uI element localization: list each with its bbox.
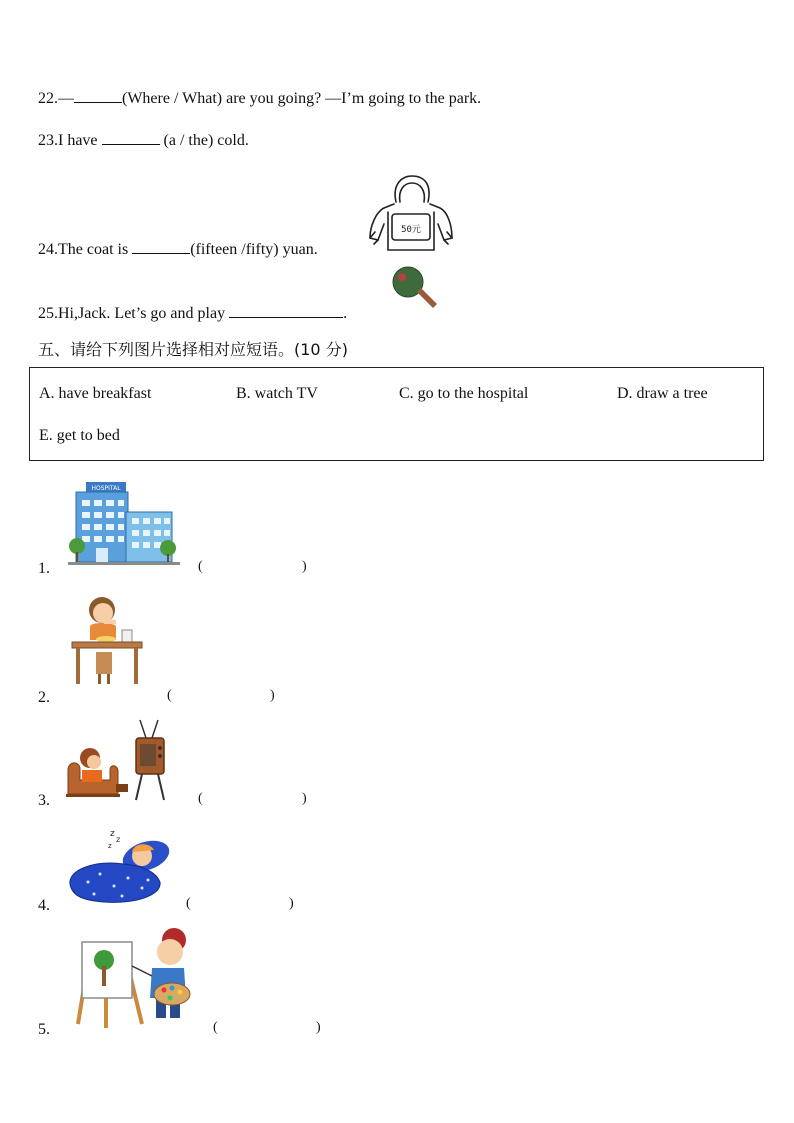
coat-icon bbox=[366, 172, 456, 254]
option-a: A. have breakfast bbox=[39, 385, 152, 402]
answer-blank[interactable] bbox=[74, 88, 122, 103]
question-prefix: Hi,Jack. Let’s go and play bbox=[58, 305, 226, 322]
answer-blank[interactable] bbox=[102, 130, 160, 145]
question-suffix: (Where / What) are you going? —I’m going to the park. bbox=[122, 90, 482, 107]
question-24 bbox=[38, 239, 318, 259]
item-number: 5. bbox=[38, 1021, 50, 1038]
question-22 bbox=[38, 88, 481, 108]
price-tag-text: 50元 bbox=[401, 225, 421, 235]
question-prefix: — bbox=[58, 90, 74, 107]
sleeping-icon bbox=[64, 826, 174, 906]
answer-blank[interactable] bbox=[229, 303, 343, 318]
answer-blank[interactable] bbox=[132, 239, 190, 254]
question-prefix: I have bbox=[58, 132, 98, 149]
answer-bracket-open[interactable]: ( bbox=[213, 1020, 218, 1035]
option-e: E. get to bed bbox=[39, 427, 120, 444]
option-d: D. draw a tree bbox=[617, 385, 708, 402]
question-suffix: . bbox=[343, 305, 348, 322]
item-number: 3. bbox=[38, 792, 50, 809]
options-box bbox=[29, 367, 764, 461]
question-prefix: The coat is bbox=[58, 241, 129, 258]
answer-bracket-close[interactable]: ) bbox=[289, 896, 294, 911]
hospital-sign-text: HOSPITAL bbox=[91, 485, 121, 492]
breakfast-icon bbox=[70, 594, 146, 688]
answer-bracket-open[interactable]: ( bbox=[186, 896, 191, 911]
painting-icon bbox=[76, 924, 196, 1032]
answer-bracket-open[interactable]: ( bbox=[167, 688, 172, 703]
svg-text:z: z bbox=[110, 829, 115, 839]
question-suffix: (fifteen /fifty) yuan. bbox=[190, 241, 318, 258]
question-suffix: (a / the) cold. bbox=[163, 132, 249, 149]
item-number: 4. bbox=[38, 897, 50, 914]
question-number: 24. bbox=[38, 241, 58, 258]
hospital-icon bbox=[68, 478, 180, 568]
question-number: 25. bbox=[38, 305, 58, 322]
option-b: B. watch TV bbox=[236, 385, 318, 402]
answer-bracket-close[interactable]: ) bbox=[270, 688, 275, 703]
answer-bracket-open[interactable]: ( bbox=[198, 791, 203, 806]
item-number: 2. bbox=[38, 689, 50, 706]
option-c: C. go to the hospital bbox=[399, 385, 529, 402]
section-title: 五、请给下列图片选择相对应短语。(10 分) bbox=[38, 340, 348, 359]
item-number: 1. bbox=[38, 560, 50, 577]
question-23 bbox=[38, 130, 249, 150]
answer-bracket-close[interactable]: ) bbox=[302, 791, 307, 806]
answer-bracket-open[interactable]: ( bbox=[198, 559, 203, 574]
ping-pong-paddle-icon bbox=[390, 264, 440, 314]
question-number: 23. bbox=[38, 132, 58, 149]
svg-text:z: z bbox=[116, 835, 121, 844]
answer-bracket-close[interactable]: ) bbox=[302, 559, 307, 574]
question-number: 22. bbox=[38, 90, 58, 107]
watch-tv-icon bbox=[64, 718, 174, 804]
question-25 bbox=[38, 303, 347, 323]
svg-text:z: z bbox=[108, 842, 112, 850]
answer-bracket-close[interactable]: ) bbox=[316, 1020, 321, 1035]
